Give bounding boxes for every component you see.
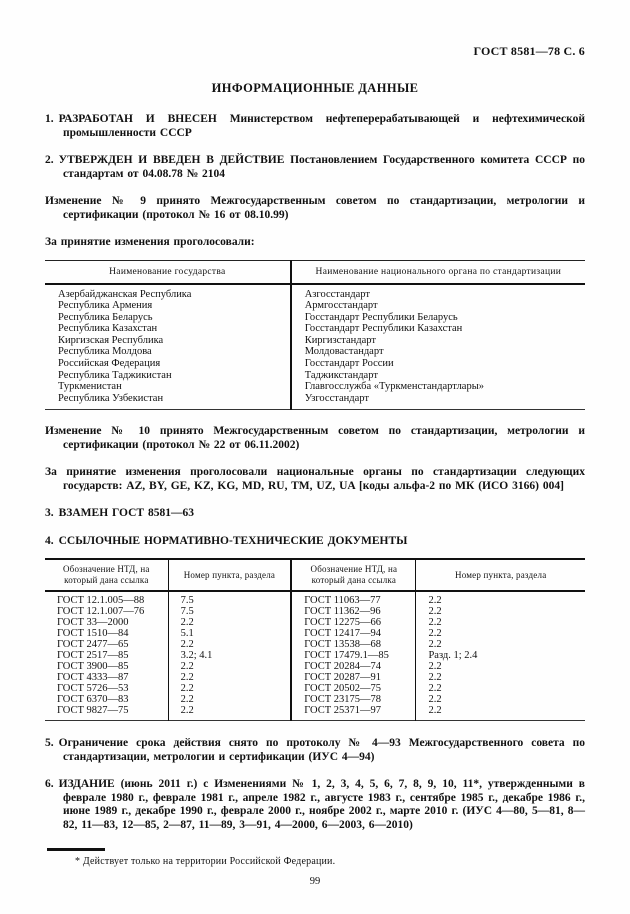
table-row (45, 312, 585, 324)
clause-cell: 2.2 (428, 705, 442, 716)
section-1 (45, 113, 585, 140)
clause-cell: 2.2 (428, 672, 442, 683)
amendment-9-paragraph: Изменение № 9 принято Межгосударственным советом по стандартизации, метрологии и сертификации (протокол № 16 от 08.10.99) (45, 195, 585, 221)
page-title: ИНФОРМАЦИОННЫЕ ДАННЫЕ (211, 81, 419, 95)
state-name-cell: Республика Молдова (45, 346, 291, 358)
ntd-ref-cell: ГОСТ 9827—75 (45, 706, 168, 721)
clause-cell: 2.2 (168, 618, 291, 629)
clause-cell: 7.5 (168, 607, 291, 618)
table-row (45, 640, 585, 651)
ntd-ref-cell: ГОСТ 1510—84 (45, 629, 168, 640)
section-3-number: 3. (45, 507, 54, 520)
ntd-ref-cell: ГОСТ 12275—66 (291, 618, 416, 629)
ntd-ref-cell: ГОСТ 6370—83 (45, 695, 168, 706)
ntd-ref-cell: ГОСТ 4333—87 (45, 673, 168, 684)
ntd-ref-cell: ГОСТ 12.1.007—76 (45, 607, 168, 618)
table-row (45, 607, 585, 618)
table-row (45, 381, 585, 393)
table-row (45, 629, 585, 640)
ntd-ref-cell: ГОСТ 2517—85 (45, 651, 168, 662)
section-3 (45, 507, 585, 521)
org-name-cell: Киргизстандарт (304, 334, 376, 346)
ntd-ref-cell: ГОСТ 23175—78 (291, 695, 416, 706)
ntd-ref-cell: ГОСТ 2477—65 (45, 640, 168, 651)
table-row (45, 323, 585, 335)
page-number: 99 (309, 876, 321, 888)
table-row (45, 695, 585, 706)
ntd-ref-cell: ГОСТ 12417—94 (291, 629, 416, 640)
clause-cell: 2.2 (428, 694, 442, 705)
refs-header-clause-left: Номер пункта, раздела (168, 559, 291, 591)
vote-table (45, 260, 585, 411)
references-table-header-row (45, 559, 585, 591)
table-row (45, 284, 585, 301)
state-name-cell: Российская Федерация (45, 358, 291, 370)
table-row (45, 673, 585, 684)
ntd-ref-cell: ГОСТ 12.1.005—88 (45, 591, 168, 607)
ntd-ref-cell: ГОСТ 13538—68 (291, 640, 416, 651)
state-name-cell: Киргизская Республика (45, 335, 291, 347)
ntd-ref-cell: ГОСТ 20502—75 (291, 684, 416, 695)
table-row (45, 370, 585, 382)
clause-cell: 2.2 (168, 640, 291, 651)
clause-cell: 2.2 (168, 684, 291, 695)
footnote-text: * Действует только на территории Российской Федерации. (75, 856, 336, 868)
org-name-cell: Таджикстандарт (304, 369, 378, 381)
section-6 (45, 778, 585, 832)
section-5-number: 5. (45, 737, 54, 750)
ntd-ref-cell: ГОСТ 3900—85 (45, 662, 168, 673)
clause-cell: 2.2 (168, 706, 291, 721)
state-name-cell: Туркменистан (45, 381, 291, 393)
table-row (45, 706, 585, 721)
section-6-text: ИЗДАНИЕ (июнь 2011 г.) с Изменениями № 1, 2, 3, 4, 5, 6, 7, 8, 9, 10, 11*, утвержденными в феврале 1980 г., феврале 1981 г., апреле 1982 г., августе 1983 г., сентябре 1985 г., декабре 1986 г., июне 1989 г., декабре 1990 г., феврале 2000 г., ноябре 2002 г., марте 2010 г. (ИУС 4—80, 5—81, 8—82, 11—83, 12—85, 2—87, 11—89, 3—91, 4—2000, 6—2003, 6—2010) (58, 778, 585, 831)
clause-cell: 2.2 (428, 640, 442, 651)
section-4-number: 4. (45, 534, 54, 547)
ntd-ref-cell: ГОСТ 11362—96 (291, 607, 416, 618)
section-1-number: 1. (45, 113, 54, 125)
org-name-cell: Госстандарт Республики Казахстан (304, 323, 463, 335)
state-name-cell: Азербайджанская Республика (45, 284, 291, 301)
refs-header-ntd-left: Обозначение НТД, на который дана ссылка (45, 559, 168, 591)
clause-cell: 2.2 (168, 695, 291, 706)
refs-header-ntd-right: Обозначение НТД, на который дана ссылка (291, 559, 416, 591)
table-row (45, 335, 585, 347)
org-name-cell: Госстандарт Республики Беларусь (304, 311, 458, 323)
org-name-cell: Азгосстандарт (304, 288, 370, 300)
references-table (45, 558, 585, 721)
section-3-text: ВЗАМЕН ГОСТ 8581—63 (58, 507, 194, 520)
table-row (45, 618, 585, 629)
clause-cell: 2.2 (428, 618, 442, 629)
section-1-text: РАЗРАБОТАН И ВНЕСЕН Министерством нефтеперерабатывающей и нефтехимической промышленности СССР (58, 113, 585, 139)
ntd-ref-cell: ГОСТ 25371—97 (291, 706, 416, 721)
vote-table-header-state: Наименование государства (45, 260, 291, 284)
ntd-ref-cell: ГОСТ 20284—74 (291, 662, 416, 673)
clause-cell: 5.1 (168, 629, 291, 640)
section-5 (45, 737, 585, 764)
clause-cell: 7.5 (168, 591, 291, 607)
refs-header-clause-right: Номер пункта, раздела (416, 559, 585, 591)
doc-reference: ГОСТ 8581—78 С. 6 (473, 44, 585, 58)
vote-10-paragraph: За принятие изменения проголосовали национальные органы по стандартизации следующих государств: AZ, BY, GE, KZ, KG, MD, RU, TM, UZ, UA [коды альфа-2 по МК (ИСО 3166) 004] (45, 466, 585, 492)
table-row (45, 300, 585, 312)
clause-cell: 3.2; 4.1 (168, 651, 291, 662)
section-5-text: Ограничение срока действия снято по протоколу № 4—93 Межгосударственного совета по стандартизации, метрологии и сертификации (ИУС 4—94) (58, 737, 585, 763)
clause-cell: 2.2 (168, 662, 291, 673)
org-name-cell: Армгосстандарт (304, 300, 378, 312)
table-row (45, 393, 585, 410)
clause-cell: 2.2 (428, 629, 442, 640)
table-row (45, 591, 585, 607)
org-name-cell: Госстандарт России (304, 358, 394, 370)
clause-cell: Разд. 1; 2.4 (428, 650, 478, 661)
section-4-text: ССЫЛОЧНЫЕ НОРМАТИВНО-ТЕХНИЧЕСКИЕ ДОКУМЕНТЫ (58, 534, 408, 547)
clause-cell: 2.2 (428, 607, 442, 618)
section-4 (45, 535, 585, 549)
table-row (45, 662, 585, 673)
table-row (45, 651, 585, 662)
ntd-ref-cell: ГОСТ 17479.1—85 (291, 651, 416, 662)
state-name-cell: Республика Армения (45, 300, 291, 312)
table-row (45, 346, 585, 358)
state-name-cell: Республика Беларусь (45, 312, 291, 324)
clause-cell: 2.2 (168, 673, 291, 684)
ntd-ref-cell: ГОСТ 33—2000 (45, 618, 168, 629)
clause-cell: 2.2 (428, 595, 442, 607)
state-name-cell: Республика Таджикистан (45, 370, 291, 382)
table-row (45, 684, 585, 695)
ntd-ref-cell: ГОСТ 11063—77 (291, 591, 416, 607)
section-2-text: УТВЕРЖДЕН И ВВЕДЕН В ДЕЙСТВИЕ Постановлением Государственного комитета СССР по стандартам от 04.08.78 № 2104 (58, 154, 585, 180)
state-name-cell: Республика Казахстан (45, 323, 291, 335)
org-name-cell: Молдовастандарт (304, 346, 384, 358)
clause-cell: 2.2 (428, 661, 442, 672)
table-row (45, 358, 585, 370)
org-name-cell: Узгосстандарт (304, 392, 369, 404)
clause-cell: 2.2 (428, 683, 442, 694)
footnote-divider (47, 848, 105, 851)
ntd-ref-cell: ГОСТ 5726—53 (45, 684, 168, 695)
ntd-ref-cell: ГОСТ 20287—91 (291, 673, 416, 684)
section-2-number: 2. (45, 154, 54, 166)
vote-table-header-org: Наименование национального органа по стандартизации (291, 260, 585, 284)
section-2 (45, 154, 585, 181)
amendment-10-paragraph: Изменение № 10 принято Межгосударственным советом по стандартизации, метрологии и сертификации (протокол № 22 от 06.11.2002) (45, 425, 585, 451)
org-name-cell: Главгосслужба «Туркменстандартлары» (304, 381, 485, 393)
section-6-number: 6. (45, 778, 54, 791)
vote-table-header-row (45, 260, 585, 284)
state-name-cell: Республика Узбекистан (45, 393, 291, 410)
vote-intro: За принятие изменения проголосовали: (45, 236, 255, 248)
